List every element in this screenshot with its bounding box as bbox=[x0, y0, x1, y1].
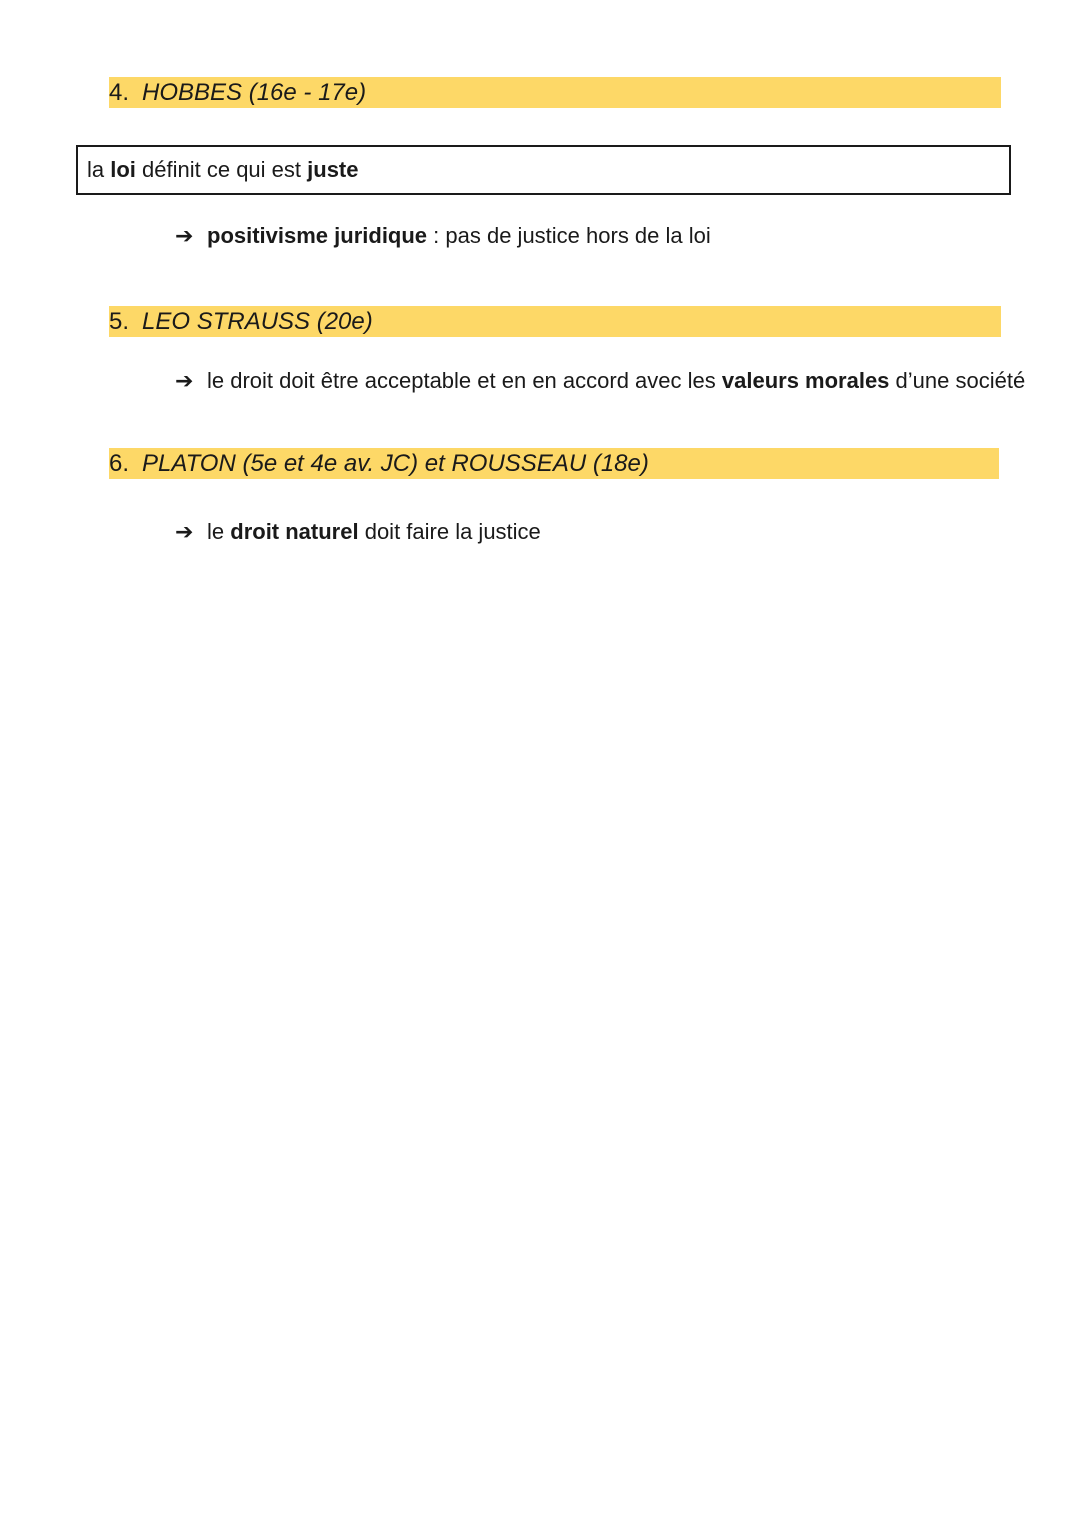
box-bold-juste: juste bbox=[307, 157, 359, 182]
box-text: la bbox=[87, 157, 111, 182]
section-number: 5. bbox=[109, 308, 130, 335]
section-title: HOBBES (16e - 17e) bbox=[142, 79, 367, 106]
definition-box bbox=[76, 145, 1011, 195]
arrow-icon: ➔ bbox=[175, 223, 194, 248]
bullet-positivisme bbox=[175, 221, 711, 251]
section-heading-platon-rousseau bbox=[109, 448, 999, 479]
section-number: 6. bbox=[109, 450, 130, 477]
box-text: définit ce qui est bbox=[135, 157, 308, 182]
section-number: 4. bbox=[109, 79, 130, 106]
bullet-text: doit faire la justice bbox=[358, 519, 541, 544]
section-title: LEO STRAUSS (20e) bbox=[142, 308, 373, 335]
section-heading-strauss bbox=[109, 306, 1001, 337]
bullet-text: d’une société bbox=[889, 368, 1026, 393]
bullet-bold: positivisme juridique bbox=[207, 223, 428, 248]
bullet-valeurs-morales bbox=[175, 366, 1025, 396]
bullet-bold: valeurs morales bbox=[721, 368, 890, 393]
bullet-droit-naturel bbox=[175, 517, 541, 547]
bullet-text: : pas de justice hors de la loi bbox=[427, 223, 711, 248]
bullet-text: le droit doit être acceptable et en en accord avec les bbox=[207, 368, 722, 393]
bullet-bold: droit naturel bbox=[230, 519, 359, 544]
section-title: PLATON (5e et 4e av. JC) et ROUSSEAU (18e) bbox=[142, 450, 649, 477]
box-bold-loi: loi bbox=[110, 157, 136, 182]
arrow-icon: ➔ bbox=[175, 519, 194, 544]
section-heading-hobbes bbox=[109, 77, 1001, 108]
bullet-text: le bbox=[207, 519, 231, 544]
arrow-icon: ➔ bbox=[175, 368, 194, 393]
